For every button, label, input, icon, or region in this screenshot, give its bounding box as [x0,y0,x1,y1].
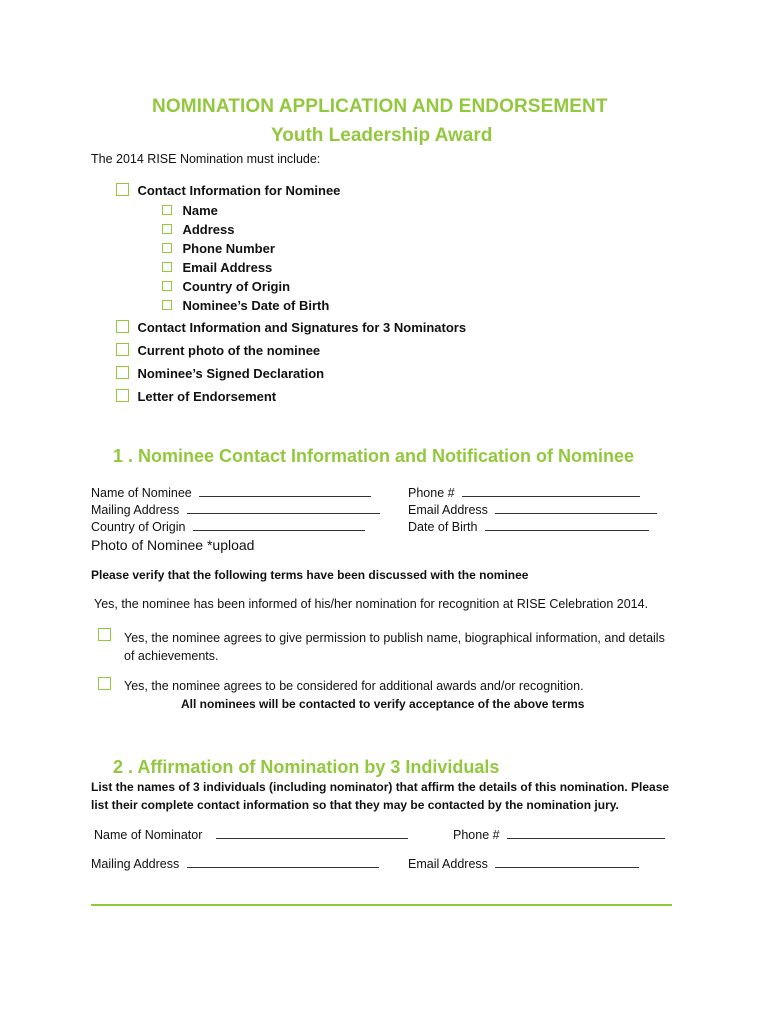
section2-heading: 2 . Affirmation of Nomination by 3 Individuals [113,757,500,777]
checkbox[interactable] [116,343,129,356]
nominator-phone-input[interactable] [507,827,665,839]
field-label: Email Address [408,857,488,871]
checklist-subitem-address[interactable] [162,221,234,239]
field-label: Phone # [408,486,455,500]
checklist-declaration[interactable] [116,365,324,383]
nominee-name-field[interactable] [91,485,371,500]
nominee-email-field[interactable] [408,502,657,517]
photo-upload-label[interactable]: Photo of Nominee *upload [91,537,255,553]
checklist-sublabel: Nominee’s Date of Birth [182,298,330,313]
field-label: Phone # [453,828,500,842]
checkbox[interactable] [116,389,129,402]
section1-heading: 1 . Nominee Contact Information and Notification of Nominee [113,446,635,466]
checklist-subitem-phone[interactable] [162,240,275,258]
checkbox[interactable] [98,628,111,641]
permission-checkbox[interactable] [98,628,111,646]
checkbox[interactable] [162,243,172,253]
checklist-subitem-dob[interactable] [162,297,329,315]
document-subtitle: Youth Leadership Award [271,125,493,146]
additional-awards-statement: Yes, the nominee agrees to be considered for additional awards and/or recognition. [124,679,584,693]
intro-text: The 2014 RISE Nomination must include: [91,152,321,166]
checklist-subitem-country[interactable] [162,278,290,296]
field-label: Date of Birth [408,520,478,534]
checklist-contact-info[interactable] [116,182,340,200]
checklist-label: Current photo of the nominee [137,343,321,358]
field-label: Mailing Address [91,503,180,517]
nominee-name-input[interactable] [199,485,371,497]
checklist-sublabel: Email Address [182,260,273,275]
checklist-photo[interactable] [116,342,320,360]
nominee-email-input[interactable] [495,502,657,514]
checkbox[interactable] [162,300,172,310]
checkbox[interactable] [116,183,129,196]
section2-instructions-line1: List the names of 3 individuals (including nominator) that affirm the details of this nomination. Please [91,780,670,794]
nominator-name-field[interactable] [94,827,408,842]
checklist-label: Contact Information and Signatures for 3 Nominators [137,320,467,335]
nominee-dob-input[interactable] [485,519,649,531]
document-title: NOMINATION APPLICATION AND ENDORSEMENT [152,96,608,117]
nominator-email-field[interactable] [408,856,639,871]
permission-statement-line1: Yes, the nominee agrees to give permission to publish name, biographical information, and details [124,631,665,645]
checkbox[interactable] [162,205,172,215]
checklist-subitem-email[interactable] [162,259,272,277]
field-label: Name of Nominee [91,486,192,500]
checkbox[interactable] [162,262,172,272]
nominator-phone-field[interactable] [453,827,665,842]
field-label: Mailing Address [91,857,180,871]
nominator-mailing-field[interactable] [91,856,379,871]
nominator-mailing-input[interactable] [187,856,379,868]
nominee-phone-input[interactable] [462,485,640,497]
checklist-sublabel: Address [182,222,235,237]
checklist-label: Contact Information for Nominee [137,183,341,198]
checklist-label: Letter of Endorsement [137,389,277,404]
checklist-subitem-name[interactable] [162,202,218,220]
nominator-name-input[interactable] [216,827,408,839]
checklist-nominators[interactable] [116,319,466,337]
checklist-sublabel: Name [182,203,218,218]
nominee-mailing-field[interactable] [91,502,380,517]
checkbox[interactable] [162,224,172,234]
permission-statement-line2: of achievements. [124,649,219,663]
additional-awards-checkbox[interactable] [98,677,111,695]
contact-note: All nominees will be contacted to verify acceptance of the above terms [181,697,585,711]
informed-statement: Yes, the nominee has been informed of his/her nomination for recognition at RISE Celebration 2014. [94,597,649,611]
checkbox[interactable] [116,366,129,379]
field-label: Country of Origin [91,520,186,534]
nominee-phone-field[interactable] [408,485,640,500]
checkbox[interactable] [98,677,111,690]
field-label: Name of Nominator [94,828,203,842]
nominee-dob-field[interactable] [408,519,649,534]
nominator-email-input[interactable] [495,856,639,868]
checklist-sublabel: Country of Origin [182,279,291,294]
checkbox[interactable] [162,281,172,291]
checklist-endorsement[interactable] [116,388,276,406]
checkbox[interactable] [116,320,129,333]
nominee-mailing-input[interactable] [187,502,380,514]
checklist-label: Nominee’s Signed Declaration [137,366,325,381]
nominee-country-field[interactable] [91,519,365,534]
verify-heading: Please verify that the following terms have been discussed with the nominee [91,568,529,582]
checklist-sublabel: Phone Number [182,241,275,256]
section2-instructions-line2: list their complete contact information so that they may be contacted by the nomination jury. [91,798,619,812]
section-divider [91,904,672,906]
nominee-country-input[interactable] [193,519,365,531]
field-label: Email Address [408,503,488,517]
